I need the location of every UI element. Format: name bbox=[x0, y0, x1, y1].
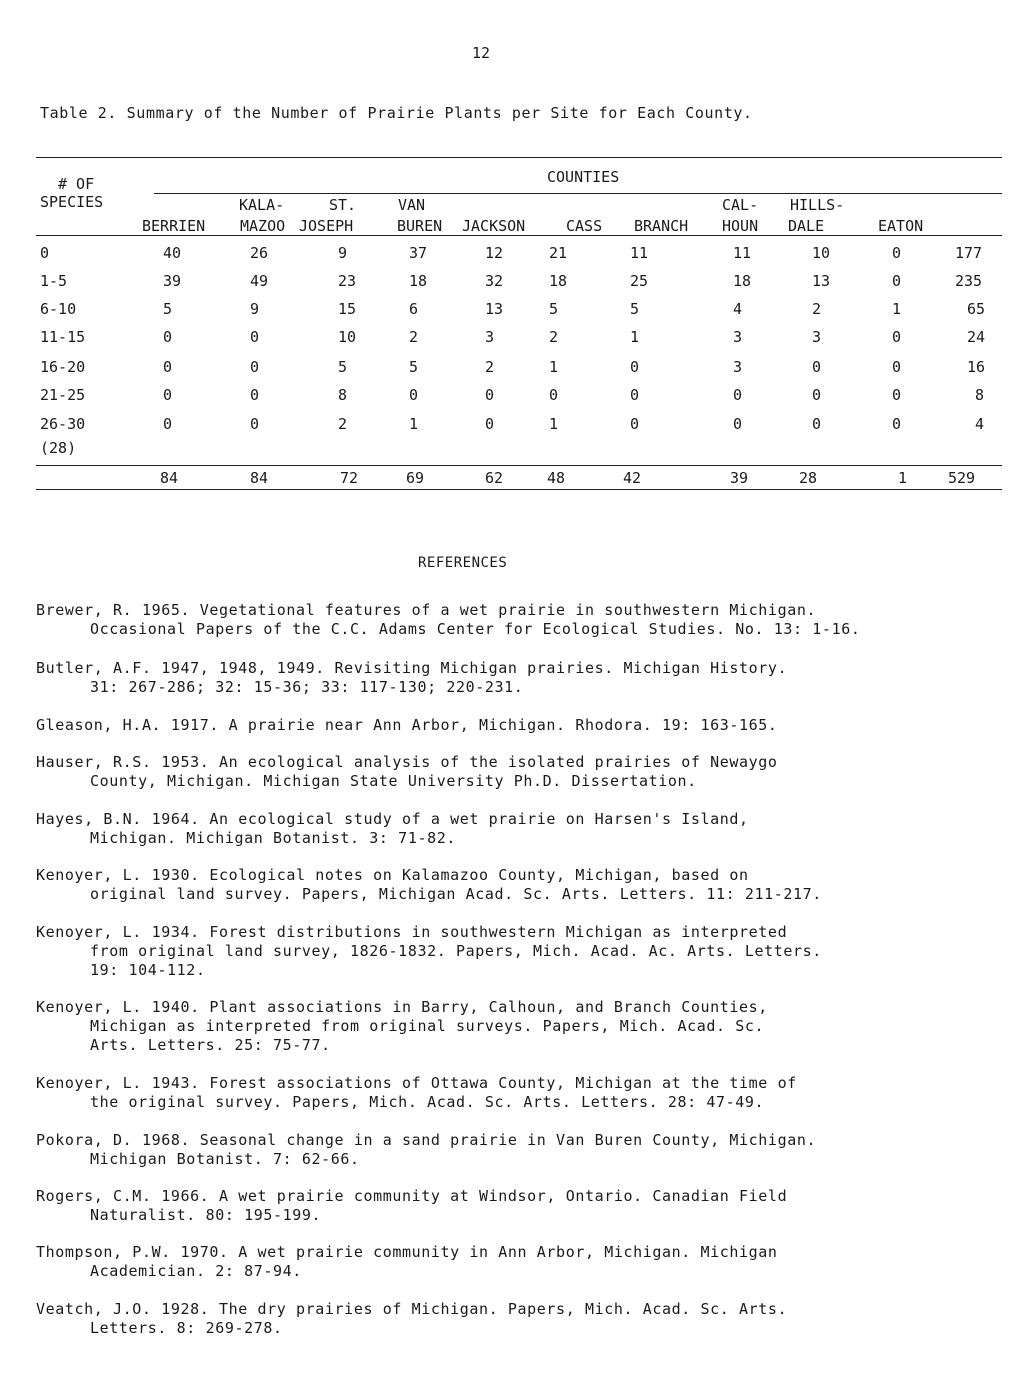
counties-header: COUNTIES bbox=[547, 168, 620, 186]
table-cell: 0 bbox=[630, 386, 640, 404]
table-cell: 11 bbox=[630, 244, 649, 262]
reference-line: Arts. Letters. 25: 75-77. bbox=[90, 1036, 331, 1054]
table-cell: 24 bbox=[967, 328, 986, 346]
row-label: 26-30 bbox=[40, 415, 86, 433]
total-cell: 84 bbox=[250, 469, 269, 487]
reference-line: County, Michigan. Michigan State University Ph.D. Dissertation. bbox=[90, 772, 697, 790]
row-label: 0 bbox=[40, 244, 50, 262]
table-cell: 3 bbox=[812, 328, 822, 346]
reference-line: 19: 104-112. bbox=[90, 961, 206, 979]
table-cell: 3 bbox=[485, 328, 495, 346]
reference-line: Michigan Botanist. 7: 62-66. bbox=[90, 1150, 360, 1168]
table-cell: 0 bbox=[485, 415, 495, 433]
reference-entry bbox=[36, 659, 787, 697]
table-cell: 0 bbox=[733, 415, 743, 433]
table-cell: 2 bbox=[485, 358, 495, 376]
county-header: BERRIEN bbox=[142, 217, 206, 235]
table-cell: 8 bbox=[338, 386, 348, 404]
table-cell: 0 bbox=[630, 358, 640, 376]
county-header: MAZOO bbox=[240, 217, 286, 235]
county-header-top: CAL- bbox=[722, 196, 759, 214]
totals-rule bbox=[36, 465, 1002, 466]
table-cell: 12 bbox=[485, 244, 504, 262]
table-cell: 2 bbox=[338, 415, 348, 433]
reference-entry bbox=[36, 1074, 797, 1112]
reference-entry bbox=[36, 1300, 787, 1338]
table-cell: 0 bbox=[250, 386, 260, 404]
table-cell: 1 bbox=[892, 300, 902, 318]
table-cell: 65 bbox=[967, 300, 986, 318]
table-cell: 6 bbox=[409, 300, 419, 318]
table-cell: 9 bbox=[250, 300, 260, 318]
table-cell: 0 bbox=[812, 386, 822, 404]
table-cell: 0 bbox=[485, 386, 495, 404]
table-cell: 0 bbox=[892, 244, 902, 262]
table-cell: 5 bbox=[409, 358, 419, 376]
table-cell: 0 bbox=[892, 358, 902, 376]
table-cell: 18 bbox=[733, 272, 752, 290]
table-cell: 13 bbox=[485, 300, 504, 318]
table-cell: 10 bbox=[812, 244, 831, 262]
reference-entry bbox=[36, 1131, 816, 1169]
table-cell: 4 bbox=[733, 300, 743, 318]
table-cell: 1 bbox=[630, 328, 640, 346]
table-cell: 0 bbox=[733, 386, 743, 404]
table-cell: 1 bbox=[409, 415, 419, 433]
table-cell: 0 bbox=[812, 358, 822, 376]
reference-line: Gleason, H.A. 1917. A prairie near Ann Arbor, Michigan. Rhodora. 19: 163-165. bbox=[36, 716, 778, 734]
total-cell: 529 bbox=[948, 469, 976, 487]
table-cell: 0 bbox=[409, 386, 419, 404]
table-cell: 8 bbox=[975, 386, 985, 404]
table-cell: 0 bbox=[892, 386, 902, 404]
table-cell: 13 bbox=[812, 272, 831, 290]
table-cell: 5 bbox=[630, 300, 640, 318]
table-top-rule bbox=[36, 157, 1002, 158]
table-cell: 21 bbox=[549, 244, 568, 262]
table-cell: 0 bbox=[163, 415, 173, 433]
table-cell: 37 bbox=[409, 244, 428, 262]
total-cell: 1 bbox=[898, 469, 908, 487]
table-cell: 0 bbox=[812, 415, 822, 433]
county-header-top: VAN bbox=[398, 196, 426, 214]
reference-line: Kenoyer, L. 1943. Forest associations of Ottawa County, Michigan at the time of bbox=[36, 1074, 797, 1092]
row-label-note: (28) bbox=[40, 439, 77, 457]
table-cell: 15 bbox=[338, 300, 357, 318]
row-label: 1-5 bbox=[40, 272, 68, 290]
table-cell: 18 bbox=[549, 272, 568, 290]
reference-entry bbox=[36, 866, 822, 904]
reference-entry bbox=[36, 1187, 787, 1225]
header-rule bbox=[36, 235, 1002, 236]
table-cell: 0 bbox=[892, 272, 902, 290]
reference-line: original land survey. Papers, Michigan Acad. Sc. Arts. Letters. 11: 211-217. bbox=[90, 885, 822, 903]
table-cell: 39 bbox=[163, 272, 182, 290]
reference-entry bbox=[36, 998, 768, 1055]
table-cell: 1 bbox=[549, 358, 559, 376]
reference-line: from original land survey, 1826-1832. Papers, Mich. Acad. Ac. Arts. Letters. bbox=[90, 942, 822, 960]
row-label: 16-20 bbox=[40, 358, 86, 376]
county-header: DALE bbox=[788, 217, 825, 235]
reference-line: Naturalist. 80: 195-199. bbox=[90, 1206, 322, 1224]
county-header-top: KALA- bbox=[239, 196, 285, 214]
table-cell: 1 bbox=[549, 415, 559, 433]
total-cell: 42 bbox=[623, 469, 642, 487]
species-header: SPECIES bbox=[40, 193, 104, 211]
table-bottom-rule bbox=[36, 489, 1002, 490]
reference-line: Michigan. Michigan Botanist. 3: 71-82. bbox=[90, 829, 456, 847]
table-cell: 25 bbox=[630, 272, 649, 290]
total-cell: 28 bbox=[799, 469, 818, 487]
county-header: BRANCH bbox=[634, 217, 689, 235]
reference-entry bbox=[36, 753, 778, 791]
table-cell: 10 bbox=[338, 328, 357, 346]
reference-entry bbox=[36, 810, 749, 848]
county-header-top: ST. bbox=[329, 196, 357, 214]
reference-line: the original survey. Papers, Mich. Acad. Sc. Arts. Letters. 28: 47-49. bbox=[90, 1093, 765, 1111]
reference-line: Kenoyer, L. 1940. Plant associations in Barry, Calhoun, and Branch Counties, bbox=[36, 998, 768, 1016]
table-cell: 26 bbox=[250, 244, 269, 262]
reference-line: Academician. 2: 87-94. bbox=[90, 1262, 302, 1280]
reference-line: Brewer, R. 1965. Vegetational features of a wet prairie in southwestern Michigan. bbox=[36, 601, 817, 619]
table-cell: 2 bbox=[409, 328, 419, 346]
table-cell: 16 bbox=[967, 358, 986, 376]
table-cell: 0 bbox=[250, 328, 260, 346]
reference-line: Veatch, J.O. 1928. The dry prairies of Michigan. Papers, Mich. Acad. Sc. Arts. bbox=[36, 1300, 788, 1318]
reference-line: Pokora, D. 1968. Seasonal change in a sand prairie in Van Buren County, Michigan. bbox=[36, 1131, 817, 1149]
table-cell: 11 bbox=[733, 244, 752, 262]
reference-line: Letters. 8: 269-278. bbox=[90, 1319, 283, 1337]
table-cell: 5 bbox=[549, 300, 559, 318]
table-cell: 0 bbox=[630, 415, 640, 433]
table-cell: 49 bbox=[250, 272, 269, 290]
table-cell: 5 bbox=[338, 358, 348, 376]
page-number: 12 bbox=[472, 44, 491, 62]
county-header: JACKSON bbox=[462, 217, 526, 235]
total-cell: 39 bbox=[730, 469, 749, 487]
table-cell: 0 bbox=[892, 415, 902, 433]
row-label: 6-10 bbox=[40, 300, 77, 318]
reference-line: Occasional Papers of the C.C. Adams Center for Ecological Studies. No. 13: 1-16. bbox=[90, 620, 861, 638]
total-cell: 69 bbox=[406, 469, 425, 487]
total-cell: 72 bbox=[340, 469, 359, 487]
reference-line: Thompson, P.W. 1970. A wet prairie community in Ann Arbor, Michigan. Michigan bbox=[36, 1243, 778, 1261]
table-cell: 0 bbox=[250, 415, 260, 433]
reference-entry bbox=[36, 601, 860, 639]
row-label: 11-15 bbox=[40, 328, 86, 346]
reference-line: Hauser, R.S. 1953. An ecological analysis of the isolated prairies of Newaygo bbox=[36, 753, 778, 771]
county-header-top: HILLS- bbox=[790, 196, 845, 214]
table-cell: 18 bbox=[409, 272, 428, 290]
county-header: EATON bbox=[878, 217, 924, 235]
reference-line: Kenoyer, L. 1934. Forest distributions in southwestern Michigan as interpreted bbox=[36, 923, 788, 941]
counties-rule bbox=[154, 193, 1002, 194]
table-cell: 2 bbox=[549, 328, 559, 346]
reference-line: Butler, A.F. 1947, 1948, 1949. Revisiting Michigan prairies. Michigan History. bbox=[36, 659, 788, 677]
row-label: 21-25 bbox=[40, 386, 86, 404]
table-cell: 0 bbox=[549, 386, 559, 404]
table-cell: 32 bbox=[485, 272, 504, 290]
table-cell: 177 bbox=[955, 244, 983, 262]
reference-line: 31: 267-286; 32: 15-36; 33: 117-130; 220-231. bbox=[90, 678, 524, 696]
table-cell: 0 bbox=[163, 328, 173, 346]
table-cell: 4 bbox=[975, 415, 985, 433]
table-cell: 40 bbox=[163, 244, 182, 262]
county-header: BUREN bbox=[397, 217, 443, 235]
table-cell: 23 bbox=[338, 272, 357, 290]
reference-entry bbox=[36, 923, 822, 980]
table-cell: 3 bbox=[733, 358, 743, 376]
reference-line: Hayes, B.N. 1964. An ecological study of a wet prairie on Harsen's Island, bbox=[36, 810, 749, 828]
county-header: JOSEPH bbox=[299, 217, 354, 235]
total-cell: 48 bbox=[547, 469, 566, 487]
county-header: CASS bbox=[566, 217, 603, 235]
table-cell: 9 bbox=[338, 244, 348, 262]
reference-line: Michigan as interpreted from original surveys. Papers, Mich. Acad. Sc. bbox=[90, 1017, 765, 1035]
county-header: HOUN bbox=[722, 217, 759, 235]
reference-line: Kenoyer, L. 1930. Ecological notes on Kalamazoo County, Michigan, based on bbox=[36, 866, 749, 884]
table-cell: 5 bbox=[163, 300, 173, 318]
table-cell: 235 bbox=[955, 272, 983, 290]
table-title: Table 2. Summary of the Number of Prairie Plants per Site for Each County. bbox=[40, 104, 753, 122]
species-header: # OF bbox=[58, 175, 95, 193]
references-heading: REFERENCES bbox=[418, 555, 508, 571]
total-cell: 84 bbox=[160, 469, 179, 487]
table-cell: 0 bbox=[250, 358, 260, 376]
table-cell: 0 bbox=[163, 386, 173, 404]
reference-entry bbox=[36, 716, 778, 735]
table-cell: 0 bbox=[163, 358, 173, 376]
table-cell: 0 bbox=[892, 328, 902, 346]
table-cell: 3 bbox=[733, 328, 743, 346]
table-cell: 2 bbox=[812, 300, 822, 318]
reference-entry bbox=[36, 1243, 778, 1281]
total-cell: 62 bbox=[485, 469, 504, 487]
reference-line: Rogers, C.M. 1966. A wet prairie community at Windsor, Ontario. Canadian Field bbox=[36, 1187, 788, 1205]
